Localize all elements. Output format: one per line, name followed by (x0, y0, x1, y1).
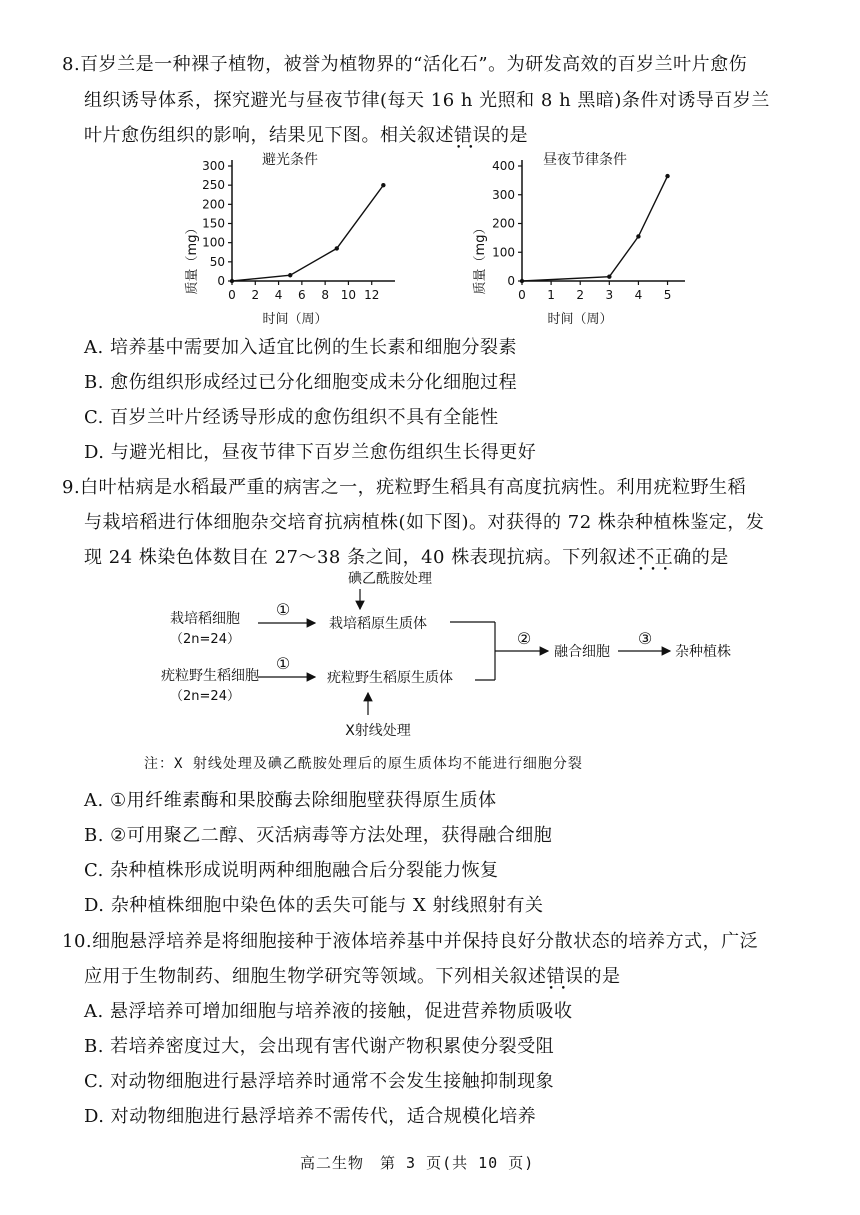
c2-xtick-label: 1 (547, 288, 555, 302)
c2-xtick-label: 5 (663, 288, 672, 302)
q10-option-c: C. 对动物细胞进行悬浮培养时通常不会发生接触抑制现象 (84, 1071, 555, 1092)
hybrid-plant-label: 杂种植株 (675, 644, 731, 660)
q10-option-a: A. 悬浮培养可增加细胞与培养液的接触，促进营养物质吸收 (84, 1001, 573, 1022)
c2-ytick-label: 300 (492, 187, 515, 202)
c1-xtick-label: 8 (321, 288, 329, 302)
cell2-label: 疣粒野生稻细胞 (161, 668, 259, 684)
cell1-ploidy: （2n=24） (170, 632, 240, 647)
c2-data-point (665, 174, 669, 178)
c1-ytick-label: 300 (202, 159, 225, 173)
c1-ytick-label: 100 (202, 235, 225, 250)
page-footer: 高二生物 第 3 页(共 10 页) (300, 1154, 535, 1172)
step3-label: ③ (637, 629, 653, 648)
chart2-title: 昼夜节律条件 (543, 152, 627, 168)
c1-ytick-label: 0 (217, 274, 225, 288)
chart1-title: 避光条件 (262, 152, 318, 168)
cell1-label: 栽培稻细胞 (170, 611, 240, 627)
c2-ytick-label: 0 (507, 274, 515, 288)
iodoacetamide-label: 碘乙酰胺处理 (348, 571, 432, 587)
c2-ytick-label: 400 (492, 159, 515, 173)
chart1-series-line (232, 185, 383, 281)
c1-data-point (335, 246, 339, 250)
q8-emphasis: 错误 • • (454, 125, 491, 146)
q9-emphasis: 不正确 • • • (636, 547, 692, 568)
q8-option-c: C. 百岁兰叶片经诱导形成的愈伤组织不具有全能性 (84, 407, 499, 428)
q8-stem-line3: 叶片愈伤组织的影响，结果见下图。相关叙述错误 • •的是 (84, 121, 528, 147)
chart2-series-line (522, 176, 668, 281)
step1-top: ① (275, 600, 291, 619)
c1-xtick-label: 2 (251, 288, 260, 302)
c1-ytick-label: 200 (202, 197, 225, 212)
c1-xtick-label: 4 (274, 288, 283, 302)
proto2-label: 疣粒野生稻原生质体 (327, 670, 453, 686)
q8-option-b: B. 愈伤组织形成经过已分化细胞变成未分化细胞过程 (84, 372, 518, 393)
c1-xtick-label: 0 (228, 288, 236, 302)
fused-cell-label: 融合细胞 (554, 644, 610, 660)
c1-xtick-label: 6 (298, 288, 306, 302)
c2-xtick-label: 0 (518, 288, 526, 302)
c1-xtick-label: 12 (364, 288, 380, 302)
chart1-xlabel: 时间（周） (262, 312, 328, 327)
q9-option-c: C. 杂种植株形成说明两种细胞融合后分裂能力恢复 (84, 860, 499, 881)
q9-stem-line3: 现 24 株染色体数目在 27～38 条之间，40 株表现抗病。下列叙述不正确 • • •的是 (84, 543, 729, 569)
q9-stem-line1: 9.白叶枯病是水稻最严重的病害之一，疣粒野生稻具有高度抗病性。利用疣粒野生稻 (62, 477, 747, 498)
c2-xtick-label: 4 (634, 288, 643, 302)
q8-option-a: A. 培养基中需要加入适宜比例的生长素和细胞分裂素 (84, 337, 517, 358)
chart2-ylabel: 质量（mg） (473, 221, 488, 295)
chart-day-night (470, 148, 700, 328)
q8-stem-line1: 8.百岁兰是一种裸子植物，被誉为植物界的“活化石”。为研发高效的百岁兰叶片愈伤 (62, 54, 748, 75)
c2-ytick-label: 100 (492, 245, 515, 260)
q9-option-d: D. 杂种植株细胞中染色体的丢失可能与 X 射线照射有关 (84, 895, 544, 916)
q10-option-d: D. 对动物细胞进行悬浮培养不需传代，适合规模化培养 (84, 1106, 537, 1127)
c1-data-point (230, 279, 234, 283)
q8-option-d: D. 与避光相比，昼夜节律下百岁兰愈伤组织生长得更好 (84, 442, 537, 463)
c1-ytick-label: 150 (202, 216, 225, 231)
c2-xtick-label: 2 (576, 288, 585, 302)
proto1-label: 栽培稻原生质体 (329, 616, 427, 632)
q9-stem-line2: 与栽培稻进行体细胞杂交培育抗病植株(如下图)。对获得的 72 株杂种植株鉴定，发 (84, 512, 765, 533)
chart1-ylabel: 质量（mg） (185, 221, 200, 295)
c1-data-point (381, 183, 385, 187)
diagram-note: 注：X 射线处理及碘乙酰胺处理后的原生质体均不能进行细胞分裂 (144, 756, 583, 772)
c1-ytick-label: 250 (202, 178, 225, 193)
c2-ytick-label: 200 (492, 216, 515, 231)
c2-data-point (607, 274, 611, 278)
q9-option-a: A. ①用纤维素酶和果胶酶去除细胞壁获得原生质体 (84, 790, 497, 811)
c1-ytick-label: 50 (209, 254, 225, 269)
xray-label: X射线处理 (345, 723, 411, 739)
q10-stem-line1: 10.细胞悬浮培养是将细胞接种于液体培养基中并保持良好分散状态的培养方式，广泛 (62, 931, 759, 952)
q10-emphasis: 错误 • • (547, 966, 584, 987)
q9-option-b: B. ②可用聚乙二醇、灭活病毒等方法处理，获得融合细胞 (84, 825, 553, 846)
chart2-xlabel: 时间（周） (547, 312, 613, 327)
step1-bottom: ① (275, 654, 291, 673)
q8-stem-line2: 组织诱导体系，探究避光与昼夜节律(每天 16 h 光照和 8 h 黑暗)条件对诱导百岁兰 (84, 90, 770, 111)
hybridization-diagram (150, 565, 770, 745)
q10-stem-line2: 应用于生物制药、细胞生物学研究等领域。下列相关叙述错误 • •的是 (84, 962, 621, 988)
c1-data-point (288, 273, 292, 277)
chart-dark-condition (180, 148, 410, 328)
c2-xtick-label: 3 (605, 288, 614, 302)
c2-data-point (520, 279, 524, 283)
cell2-ploidy: （2n=24） (170, 689, 240, 704)
chart1-ylabel-group (185, 222, 200, 295)
step2-label: ② (516, 629, 532, 648)
c2-data-point (636, 234, 640, 238)
q10-option-b: B. 若培养密度过大，会出现有害代谢产物积累使分裂受阻 (84, 1036, 555, 1057)
c1-xtick-label: 10 (340, 288, 357, 302)
